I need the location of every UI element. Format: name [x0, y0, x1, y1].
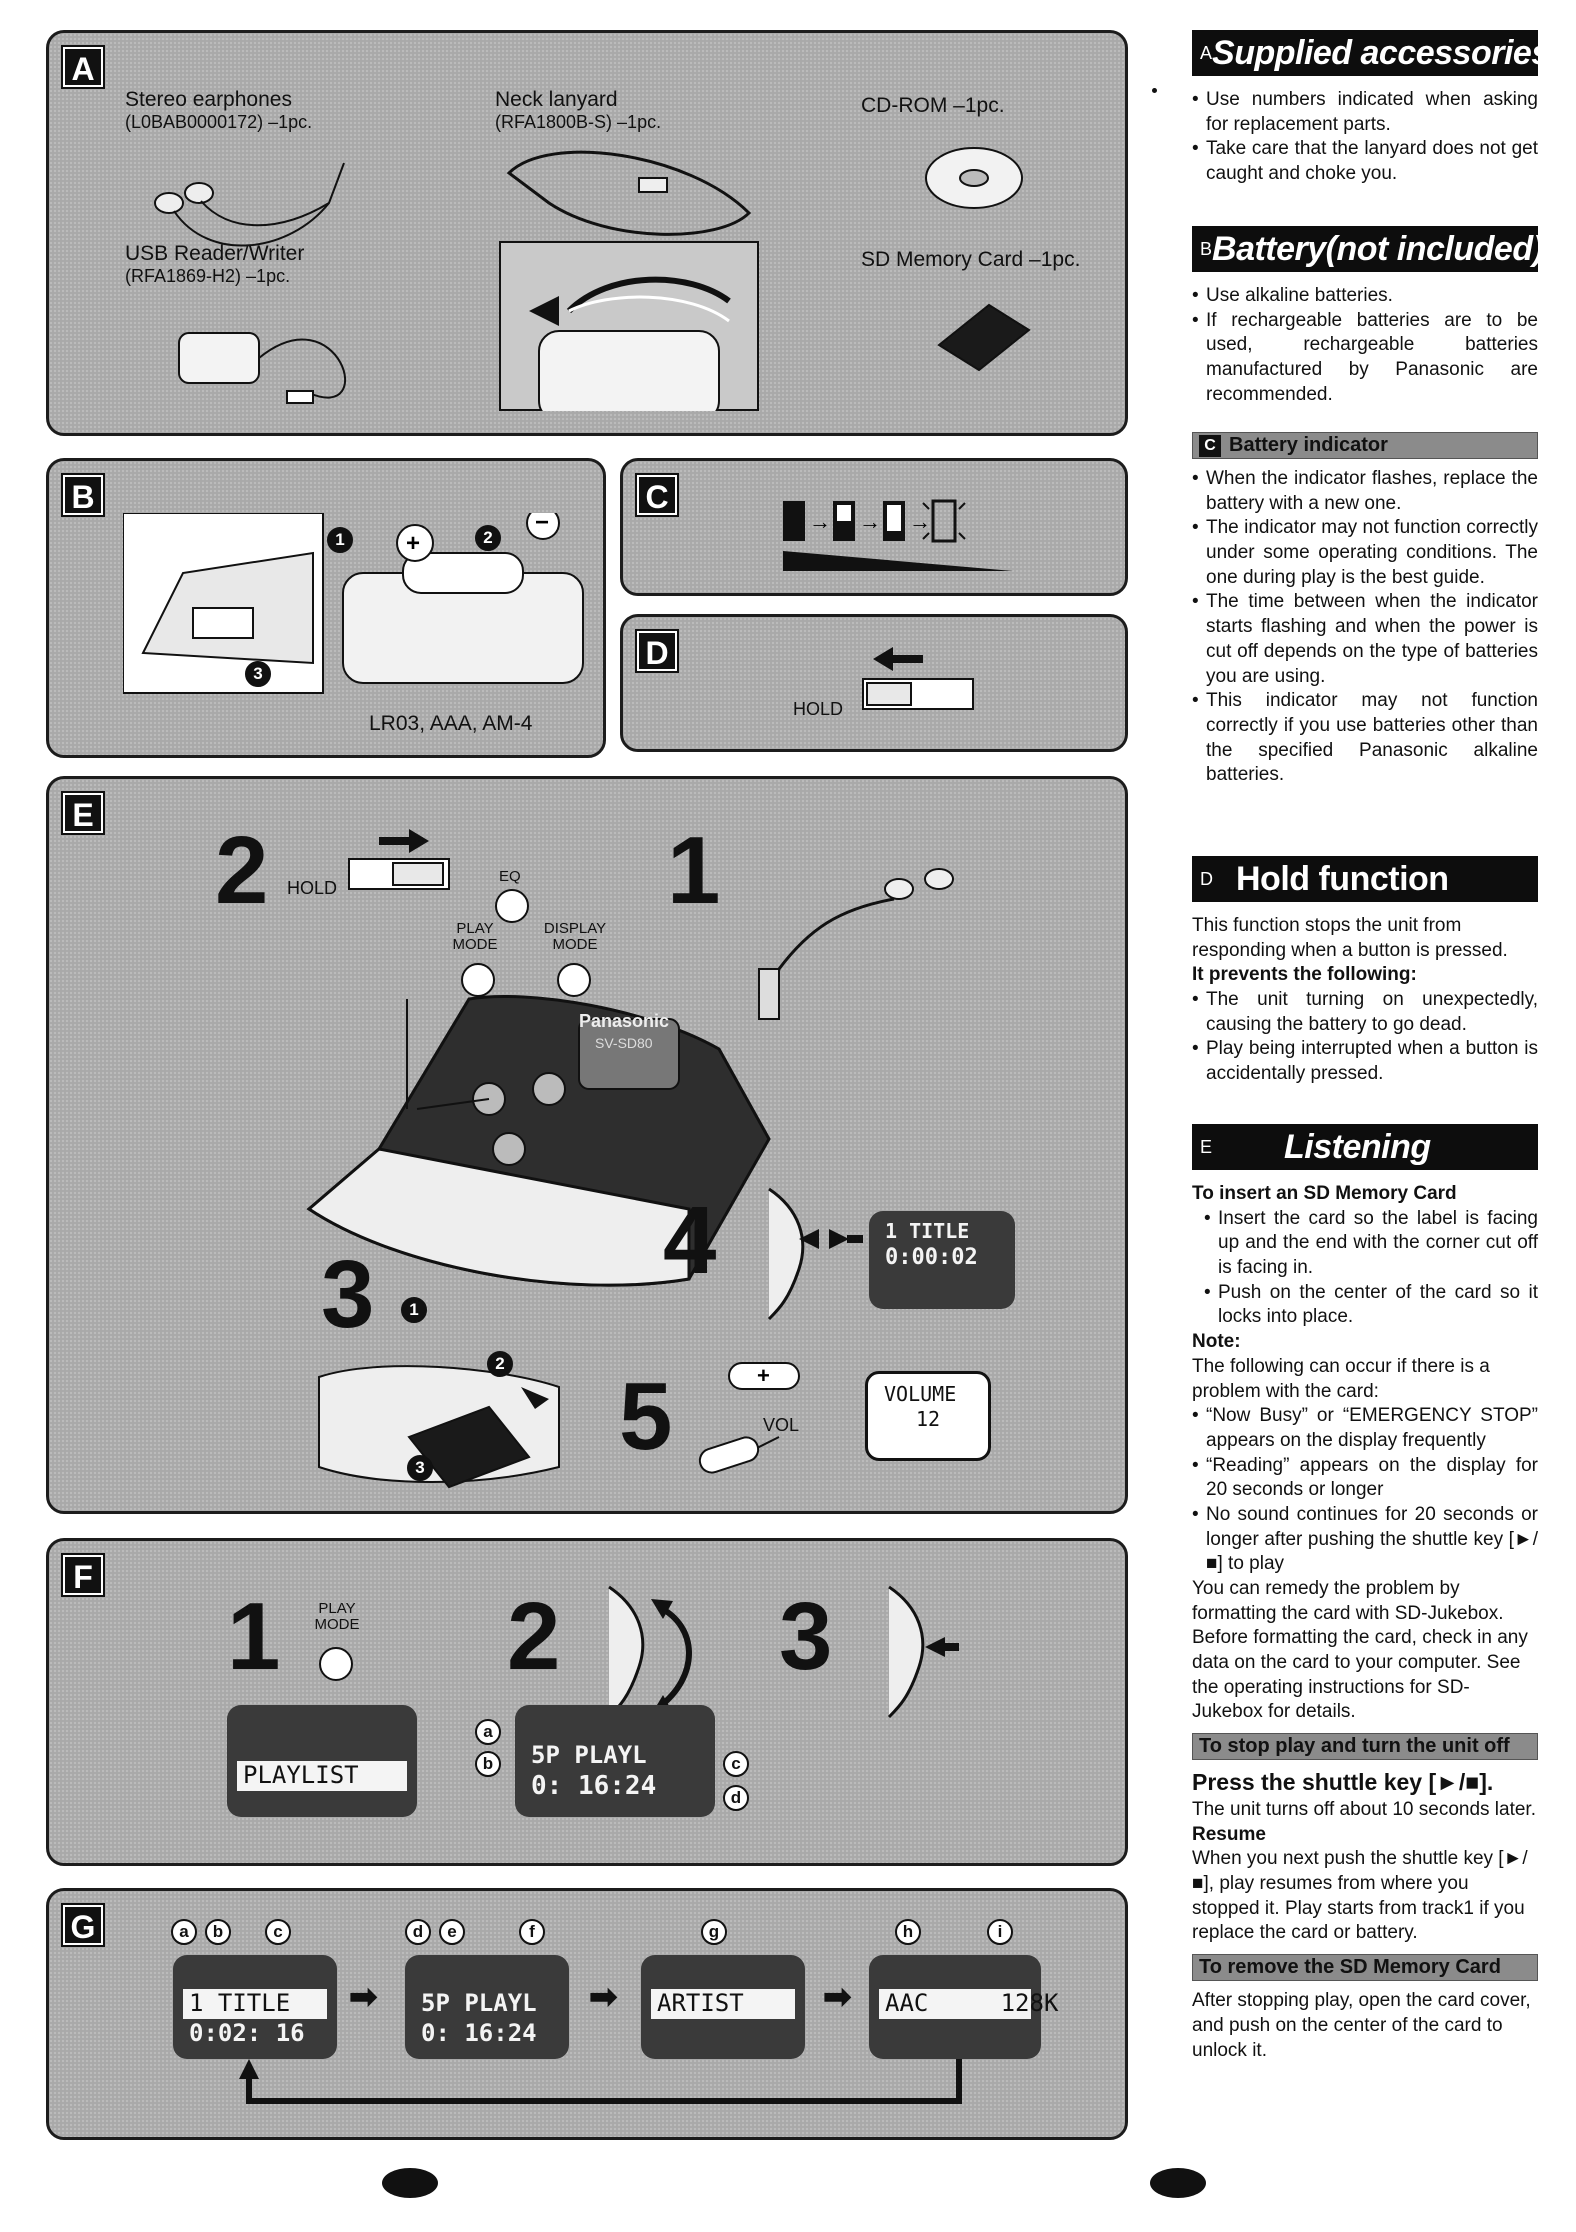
section-heading	[1192, 226, 1544, 272]
display-title-line2: 0:02: 16	[189, 2018, 305, 2047]
insert-card-heading: To insert an SD Memory Card	[1192, 1183, 1457, 1204]
section-heading	[1192, 30, 1550, 76]
callout-h: h	[895, 1919, 921, 1945]
cdrom-illustration	[919, 143, 1029, 213]
playlist-detail-display	[515, 1705, 715, 1817]
volume-display	[865, 1371, 991, 1461]
hold-switch-illustration	[843, 639, 1043, 739]
step-1-marker: 1	[327, 527, 353, 553]
callout-d: d	[723, 1785, 749, 1811]
remove-card-heading: To remove the SD Memory Card	[1192, 1954, 1538, 1981]
step-2-number: 2	[507, 1583, 561, 1690]
vol-label: VOL	[763, 1415, 800, 1435]
model-label: SV-SD80	[595, 1035, 653, 1051]
shuttle-press-illustration	[859, 1577, 969, 1727]
bullet: • When the indicator flashes, replace the battery with a new one.	[1192, 467, 1538, 516]
display-format	[869, 1955, 1059, 2059]
section-hold-function	[1192, 856, 1538, 1087]
step-5-number: 5	[619, 1363, 673, 1470]
display-playlist-line1: 5P PLAYL	[421, 1989, 537, 2017]
bullet: • This indicator may not function correctly if you use batteries other than the specified Panasonic alkaline batteries.	[1192, 689, 1538, 788]
card-step-3-marker: 3	[407, 1455, 433, 1481]
section-heading	[1192, 856, 1538, 902]
cycle-return-arrow	[239, 2055, 979, 2115]
bullet: • “Now Busy” or “EMERGENCY STOP” appears on the display frequently	[1192, 1404, 1538, 1453]
bullet: • The time between when the indicator starts flashing and when the power is cut off depends on the type of batteries you are using.	[1192, 590, 1538, 689]
bullet: • No sound continues for 20 seconds or longer after pushing the shuttle key [►/■] to play	[1192, 1503, 1538, 1577]
section-key: C	[1199, 435, 1221, 457]
display-playlist	[405, 1955, 569, 2059]
stop-play-text: The unit turns off about 10 seconds later.	[1192, 1799, 1536, 1821]
title-display-line1: 1 TITLE	[885, 1219, 970, 1243]
note-outro: You can remedy the problem by formatting the card with SD-Jukebox. Before formatting the card, check in any data on the card to your computer. See the operating instructions for SD-Jukebox for details.	[1192, 1578, 1528, 1723]
earphones-illustration	[129, 143, 369, 253]
bullet: • The indicator may not function correctly under some operating conditions. The one during play is the best guide.	[1192, 516, 1538, 590]
callout-b: b	[475, 1751, 501, 1777]
stop-play-heading: To stop play and turn the unit off	[1192, 1733, 1538, 1760]
step-2-marker: 2	[475, 525, 501, 551]
callout-a: a	[475, 1719, 501, 1745]
bullet: • If rechargeable batteries are to be used, rechargeable batteries manufactured by Panasonic are recommended.	[1192, 309, 1538, 408]
bullet: • Take care that the lanyard does not get caught and choke you.	[1192, 137, 1538, 186]
step-2-number: 2	[215, 817, 269, 924]
hold-switch-illustration	[339, 819, 459, 899]
callout-e: e	[439, 1919, 465, 1945]
callout-a: a	[171, 1919, 197, 1945]
remove-card-text: After stopping play, open the card cover, and push on the center of the card to unlock it.	[1192, 1990, 1531, 2061]
battery-type-label: LR03, AAA, AM-4	[369, 712, 533, 735]
play-mode-label: PLAY MODE	[314, 1600, 360, 1633]
panel-b	[46, 458, 606, 758]
play-mode-button[interactable]	[319, 1647, 353, 1681]
accessory-cdrom: CD-ROM –1pc.	[861, 94, 1005, 117]
brand-label: Panasonic	[579, 1011, 670, 1031]
hold-label: HOLD	[793, 699, 844, 719]
svg-text:→: →	[909, 509, 931, 534]
title-display	[869, 1211, 1015, 1309]
svg-text:−: −	[535, 513, 550, 536]
display-title	[173, 1955, 337, 2059]
display-playlist-line2: 0: 16:24	[421, 2018, 537, 2047]
bullet: • Play being interrupted when a button is accidentally pressed.	[1192, 1037, 1538, 1086]
section-listening	[1192, 1124, 1538, 2063]
accessory-sd-card: SD Memory Card –1pc.	[861, 248, 1081, 271]
step-3-substep-1: 1	[401, 1297, 427, 1323]
panel-letter: G	[63, 1905, 103, 1945]
playlist-display	[227, 1705, 417, 1817]
lanyard-attach-illustration	[499, 241, 759, 411]
note-heading: Note:	[1192, 1331, 1241, 1353]
subsection-heading	[1192, 432, 1538, 459]
bullet: • The unit turning on unexpectedly, causing the battery to go dead.	[1192, 988, 1538, 1037]
panel-d	[620, 614, 1128, 752]
svg-text:→: →	[809, 509, 831, 534]
playlist-detail-line1: 5P PLAYL	[531, 1741, 647, 1769]
panel-letter: C	[637, 475, 677, 515]
panel-letter: B	[63, 475, 103, 515]
hold-intro: This function stops the unit from responding when a button is pressed.	[1192, 915, 1508, 961]
step-1-number: 1	[667, 817, 721, 924]
section-battery-indicator	[1192, 428, 1538, 788]
eq-label: EQ	[499, 868, 521, 885]
step-3-number: 3	[321, 1241, 375, 1348]
section-battery	[1192, 226, 1544, 407]
battery-insert-illustration	[123, 513, 593, 713]
shuttle-key-illustration	[739, 1179, 869, 1329]
section-key: B	[1200, 238, 1213, 259]
panel-letter: F	[63, 1555, 103, 1595]
next-arrow: ➡	[589, 1978, 618, 2016]
section-title: Supplied accessories	[1212, 33, 1550, 72]
section-key: A	[1200, 42, 1213, 63]
display-format-line1: AAC 128K	[879, 1989, 1031, 2019]
sd-card-illustration	[929, 295, 1039, 375]
step-3-number: 3	[779, 1583, 833, 1690]
note-intro: The following can occur if there is a problem with the card:	[1192, 1355, 1490, 1402]
panel-c	[620, 458, 1128, 596]
callout-f: f	[519, 1919, 545, 1945]
display-mode-label: DISPLAY MODE	[543, 920, 607, 953]
callout-c: c	[723, 1751, 749, 1777]
bullet: • Use numbers indicated when asking for replacement parts.	[1192, 88, 1538, 137]
section-key: E	[1200, 1136, 1213, 1157]
panel-g	[46, 1888, 1128, 2140]
bullet: • “Reading” appears on the display for 20 seconds or longer	[1192, 1454, 1538, 1503]
panel-letter: E	[63, 793, 103, 833]
step-1-number: 1	[227, 1583, 281, 1690]
hold-label: HOLD	[287, 878, 338, 898]
callout-i: i	[987, 1919, 1013, 1945]
step-3-marker: 3	[245, 661, 271, 687]
display-artist-line1: ARTIST	[651, 1989, 795, 2019]
accessory-usb-reader: USB Reader/Writer (RFA1869-H2) –1pc.	[125, 242, 305, 287]
playlist-display-line1: PLAYLIST	[237, 1761, 407, 1791]
bullet: • Use alkaline batteries.	[1192, 284, 1538, 309]
volume-display-line2: 12	[915, 1407, 941, 1431]
registration-mark	[1150, 2168, 1206, 2198]
panel-e	[46, 776, 1128, 1514]
card-step-2-marker: 2	[487, 1351, 513, 1377]
bullet: • Insert the card so the label is facing up and the end with the corner cut off is facing in.	[1204, 1207, 1538, 1281]
resume-text: When you next push the shuttle key [►/■], play resumes from where you stopped it. Play starts from track1 if you replace the card or battery.	[1192, 1848, 1528, 1944]
volume-display-line1: VOLUME	[884, 1382, 957, 1406]
callout-b: b	[205, 1919, 231, 1945]
title-display-line2: 0:00:02	[885, 1245, 978, 1270]
registration-mark	[382, 2168, 438, 2198]
registration-mark	[1152, 88, 1157, 93]
callout-d: d	[405, 1919, 431, 1945]
panel-letter: A	[63, 47, 103, 87]
callout-c: c	[265, 1919, 291, 1945]
panel-a	[46, 30, 1128, 436]
section-supplied-accessories	[1192, 30, 1550, 187]
battery-indicator-sequence	[773, 491, 1073, 581]
svg-text:+: +	[406, 530, 421, 557]
display-title-line1: 1 TITLE	[183, 1989, 327, 2019]
sd-card-insert-illustration	[299, 1347, 589, 1507]
hold-prevents-heading: It prevents the following:	[1192, 964, 1417, 986]
step-4-number: 4	[663, 1187, 717, 1294]
section-title: Hold function	[1236, 859, 1449, 898]
display-artist	[641, 1955, 805, 2059]
next-arrow: ➡	[823, 1978, 852, 2016]
accessory-earphones: Stereo earphones (L0BAB0000172) –1pc.	[125, 88, 313, 133]
svg-text:+: +	[757, 1363, 770, 1388]
usb-reader-illustration	[159, 303, 399, 413]
panel-f	[46, 1538, 1128, 1866]
section-heading	[1192, 1124, 1538, 1170]
section-key: D	[1200, 868, 1213, 889]
subsection-title: Battery indicator	[1229, 434, 1388, 456]
panel-letter: D	[637, 631, 677, 671]
stop-play-instruction: Press the shuttle key [►/■].	[1192, 1769, 1494, 1796]
accessory-lanyard: Neck lanyard (RFA1800B-S) –1pc.	[495, 88, 662, 133]
eq-button[interactable]	[495, 889, 529, 923]
bullet: • Push on the center of the card so it locks into place.	[1204, 1281, 1538, 1330]
section-title: Listening	[1284, 1127, 1431, 1166]
lanyard-illustration	[489, 143, 789, 253]
playlist-detail-line2: 0: 16:24	[531, 1770, 657, 1801]
next-arrow: ➡	[349, 1978, 378, 2016]
svg-text:→: →	[859, 509, 881, 534]
resume-heading: Resume	[1192, 1823, 1266, 1845]
section-title: Battery(not included)	[1212, 229, 1544, 268]
callout-g: g	[701, 1919, 727, 1945]
play-mode-label: PLAY MODE	[452, 920, 498, 953]
